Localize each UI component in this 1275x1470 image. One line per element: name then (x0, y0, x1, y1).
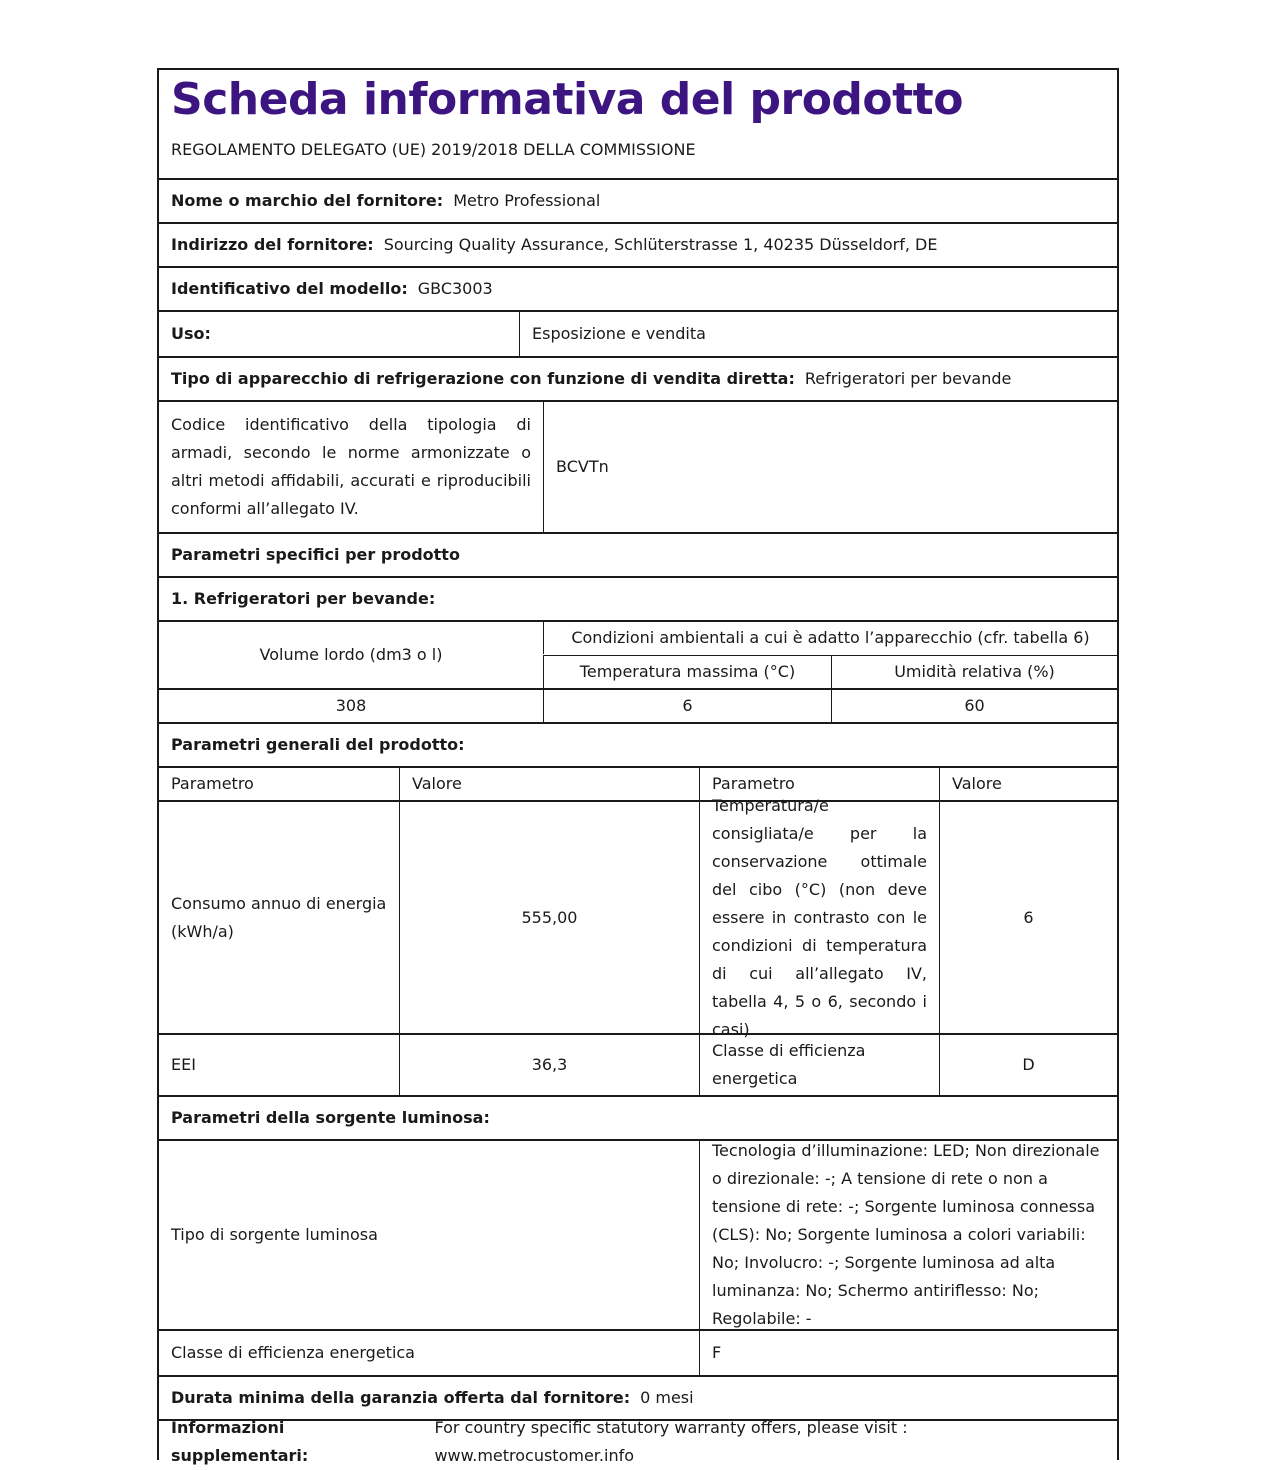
supplier-name-value: Metro Professional (453, 191, 601, 210)
light-type-label: Tipo di sorgente luminosa (171, 1225, 378, 1244)
light-class-value: F (712, 1343, 722, 1362)
use-label: Uso: (171, 324, 211, 343)
model-label: Identificativo del modello: (171, 279, 408, 298)
use-value: Esposizione e vendita (532, 324, 706, 343)
supplier-name-label: Nome o marchio del fornitore: (171, 191, 444, 210)
recommended-temp-value: 6 (1023, 907, 1034, 927)
supplier-address-row (159, 224, 1117, 268)
humidity-value: 60 (964, 696, 985, 715)
conditions-label: Condizioni ambientali a cui è adatto l’apparecchio (cfr. tabella 6) (571, 628, 1090, 647)
model-value: GBC3003 (417, 279, 493, 298)
supplier-name-row (159, 180, 1117, 224)
recommended-temp-label: Temperatura/e consigliata/e per la conservazione ottimale del cibo (°C) (non deve essere in contrasto con le condizioni di temperatura di cui all’allegato IV, tabella 4, 5 o 6, secondo i casi) (712, 795, 927, 1039)
volume-label: Volume lordo (dm3 o l) (259, 645, 443, 664)
product-info-sheet (157, 68, 1119, 1465)
beverage-coolers-row (159, 578, 1117, 622)
model-row (159, 268, 1117, 312)
eei-row (159, 1035, 1117, 1097)
eei-value: 36,3 (531, 1055, 568, 1074)
page-title: Scheda informativa del prodotto (171, 74, 963, 125)
general-params-col-headers (159, 768, 1117, 802)
col-param-1: Parametro (171, 774, 254, 793)
light-class-row (159, 1331, 1117, 1377)
extra-info-label: Informazioni supplementari: (171, 1417, 309, 1465)
energy-class-value: D (1022, 1055, 1035, 1074)
appliance-type-row (159, 358, 1117, 402)
max-temp-label: Temperatura massima (°C) (579, 662, 796, 681)
energy-label: Consumo annuo di energia (kWh/a) (171, 893, 387, 941)
beverage-coolers-heading: 1. Refrigeratori per bevande: (171, 589, 436, 608)
volume-value: 308 (335, 696, 367, 715)
light-heading-row (159, 1097, 1117, 1141)
general-params-heading: Parametri generali del prodotto: (171, 735, 465, 754)
conditions-values-row (159, 690, 1117, 724)
humidity-label: Umidità relativa (%) (894, 662, 1055, 681)
warranty-value: 0 mesi (640, 1388, 694, 1407)
specific-params-heading-row (159, 534, 1117, 578)
col-param-2: Parametro (712, 774, 795, 793)
appliance-type-label: Tipo di apparecchio di refrigerazione con funzione di vendita diretta: (171, 369, 795, 388)
cabinet-code-row (159, 402, 1117, 534)
energy-value: 555,00 (521, 907, 578, 927)
conditions-header-row (159, 622, 1117, 690)
eei-label: EEI (171, 1055, 196, 1074)
supplier-address-label: Indirizzo del fornitore: (171, 235, 374, 254)
appliance-type-value: Refrigeratori per bevande (804, 369, 1012, 388)
cabinet-code-value: BCVTn (556, 457, 609, 476)
specific-params-heading: Parametri specifici per prodotto (171, 545, 460, 564)
light-type-row (159, 1141, 1117, 1331)
max-temp-value: 6 (682, 696, 693, 715)
col-value-2: Valore (952, 774, 1002, 793)
use-row (159, 312, 1117, 358)
light-class-label: Classe di efficienza energetica (171, 1343, 415, 1362)
light-heading: Parametri della sorgente luminosa: (171, 1108, 490, 1127)
energy-row (159, 795, 1117, 1039)
col-value-1: Valore (412, 774, 462, 793)
warranty-label: Durata minima della garanzia offerta dal fornitore: (171, 1388, 631, 1407)
header-block (159, 70, 1117, 180)
extra-info-row (159, 1417, 1117, 1465)
energy-class-label: Classe di efficienza energetica (712, 1041, 866, 1088)
light-type-value: Tecnologia d’illuminazione: LED; Non direzionale o direzionale: -; A tensione di rete o non a tensione di rete: -; Sorgente luminosa connessa (CLS): No; Sorgente luminosa a colori variabili: No; Involucro: -; Sorgente luminosa ad alta luminanza: No; Schermo antiriflesso: No; Regolabile: - (712, 1141, 1100, 1328)
extra-info-value: For country specific statutory warranty offers, please visit : www.metrocustomer.info (434, 1417, 908, 1465)
regulation-subtitle: REGOLAMENTO DELEGATO (UE) 2019/2018 DELLA COMMISSIONE (171, 140, 696, 159)
cabinet-code-label: Codice identificativo della tipologia di armadi, secondo le norme armonizzate o altri metodi affidabili, accurati e riproducibili conformi all’allegato IV. (171, 415, 531, 518)
supplier-address-value: Sourcing Quality Assurance, Schlüterstrasse 1, 40235 Düsseldorf, DE (383, 235, 938, 254)
general-params-heading-row (159, 724, 1117, 768)
